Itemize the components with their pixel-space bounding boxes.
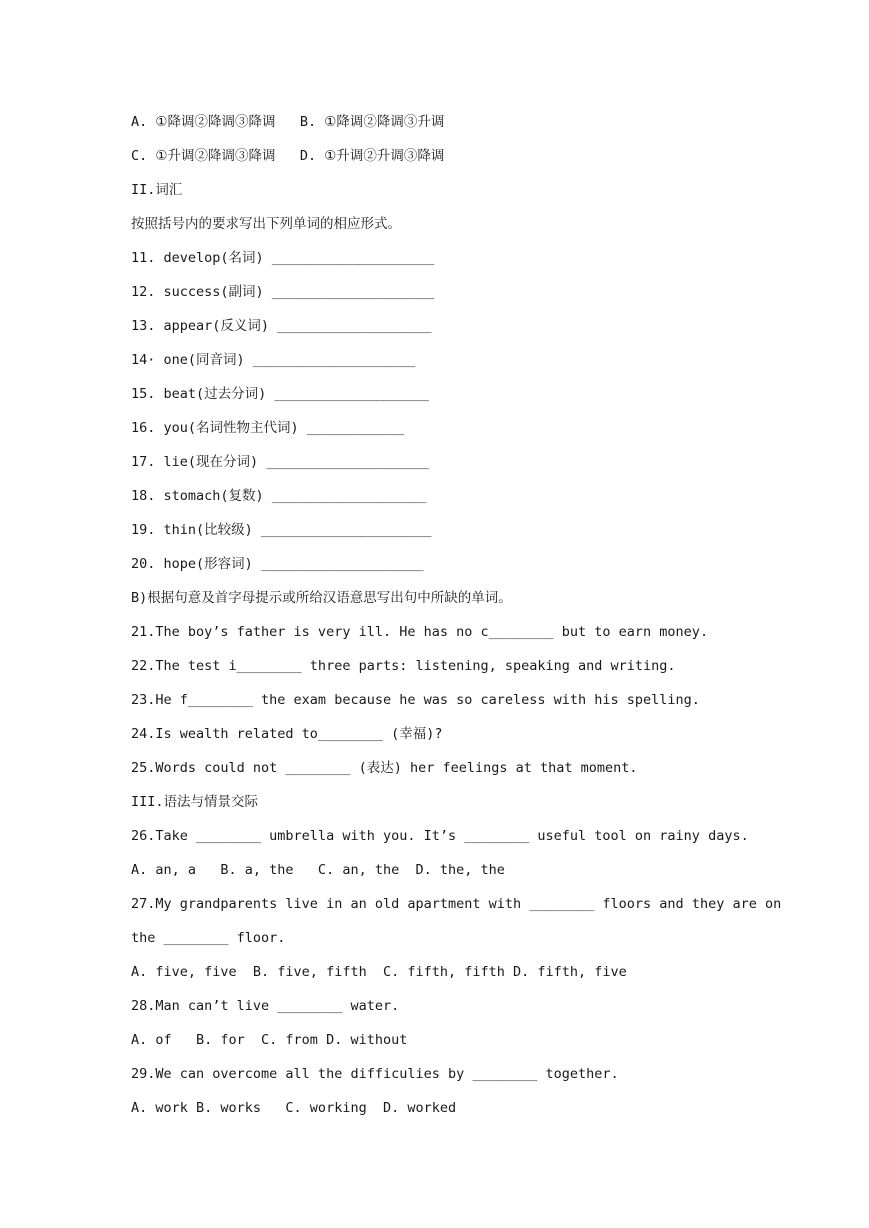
section-heading-grammar: III.语法与情景交际 bbox=[131, 794, 259, 810]
question-23: 23.He f________ the exam because he was so careless with his spelling. bbox=[131, 692, 700, 708]
question-26: 26.Take ________ umbrella with you. It’s ________ useful tool on rainy days. bbox=[131, 828, 749, 844]
question-13: 13. appear(反义词) ___________________ bbox=[131, 318, 432, 334]
instruction-fill-blanks: B)根据句意及首字母提示或所给汉语意思写出句中所缺的单词。 bbox=[131, 590, 512, 606]
question-15: 15. beat(过去分词) ___________________ bbox=[131, 386, 429, 402]
question-11: 11. develop(名词) ____________________ bbox=[131, 250, 435, 266]
instruction-word-forms: 按照括号内的要求写出下列单词的相应形式。 bbox=[131, 216, 401, 232]
options-line-c-d: C. ①升调②降调③降调 D. ①升调②升调③降调 bbox=[131, 148, 445, 164]
options-line-a-b: A. ①降调②降调③降调 B. ①降调②降调③升调 bbox=[131, 114, 445, 130]
question-19: 19. thin(比较级) _____________________ bbox=[131, 522, 432, 538]
question-27: 27.My grandparents live in an old apartment with ________ floors and they are on bbox=[131, 896, 782, 912]
question-28: 28.Man can’t live ________ water. bbox=[131, 998, 400, 1014]
question-29-options: A. work B. works C. working D. worked bbox=[131, 1100, 457, 1116]
question-14: 14· one(同音词) ____________________ bbox=[131, 352, 416, 368]
section-heading-vocabulary: II.词汇 bbox=[131, 182, 183, 198]
document-page bbox=[131, 112, 782, 1132]
question-18: 18. stomach(复数) ___________________ bbox=[131, 488, 427, 504]
question-22: 22.The test i________ three parts: listening, speaking and writing. bbox=[131, 658, 676, 674]
question-26-options: A. an, a B. a, the C. an, the D. the, the bbox=[131, 862, 505, 878]
question-17: 17. lie(现在分词) ____________________ bbox=[131, 454, 429, 470]
question-16: 16. you(名词性物主代词) ____________ bbox=[131, 420, 405, 436]
question-28-options: A. of B. for C. from D. without bbox=[131, 1032, 408, 1048]
question-29: 29.We can overcome all the difficulies by ________ together. bbox=[131, 1066, 619, 1082]
question-25: 25.Words could not ________ (表达) her feelings at that moment. bbox=[131, 760, 638, 776]
question-20: 20. hope(形容词) ____________________ bbox=[131, 556, 424, 572]
question-24: 24.Is wealth related to________ (幸福)? bbox=[131, 726, 443, 742]
question-27-continued: the ________ floor. bbox=[131, 930, 286, 946]
question-12: 12. success(副词) ____________________ bbox=[131, 284, 435, 300]
question-21: 21.The boy’s father is very ill. He has no c________ but to earn money. bbox=[131, 624, 709, 640]
question-27-options: A. five, five B. five, fifth C. fifth, fifth D. fifth, five bbox=[131, 964, 627, 980]
